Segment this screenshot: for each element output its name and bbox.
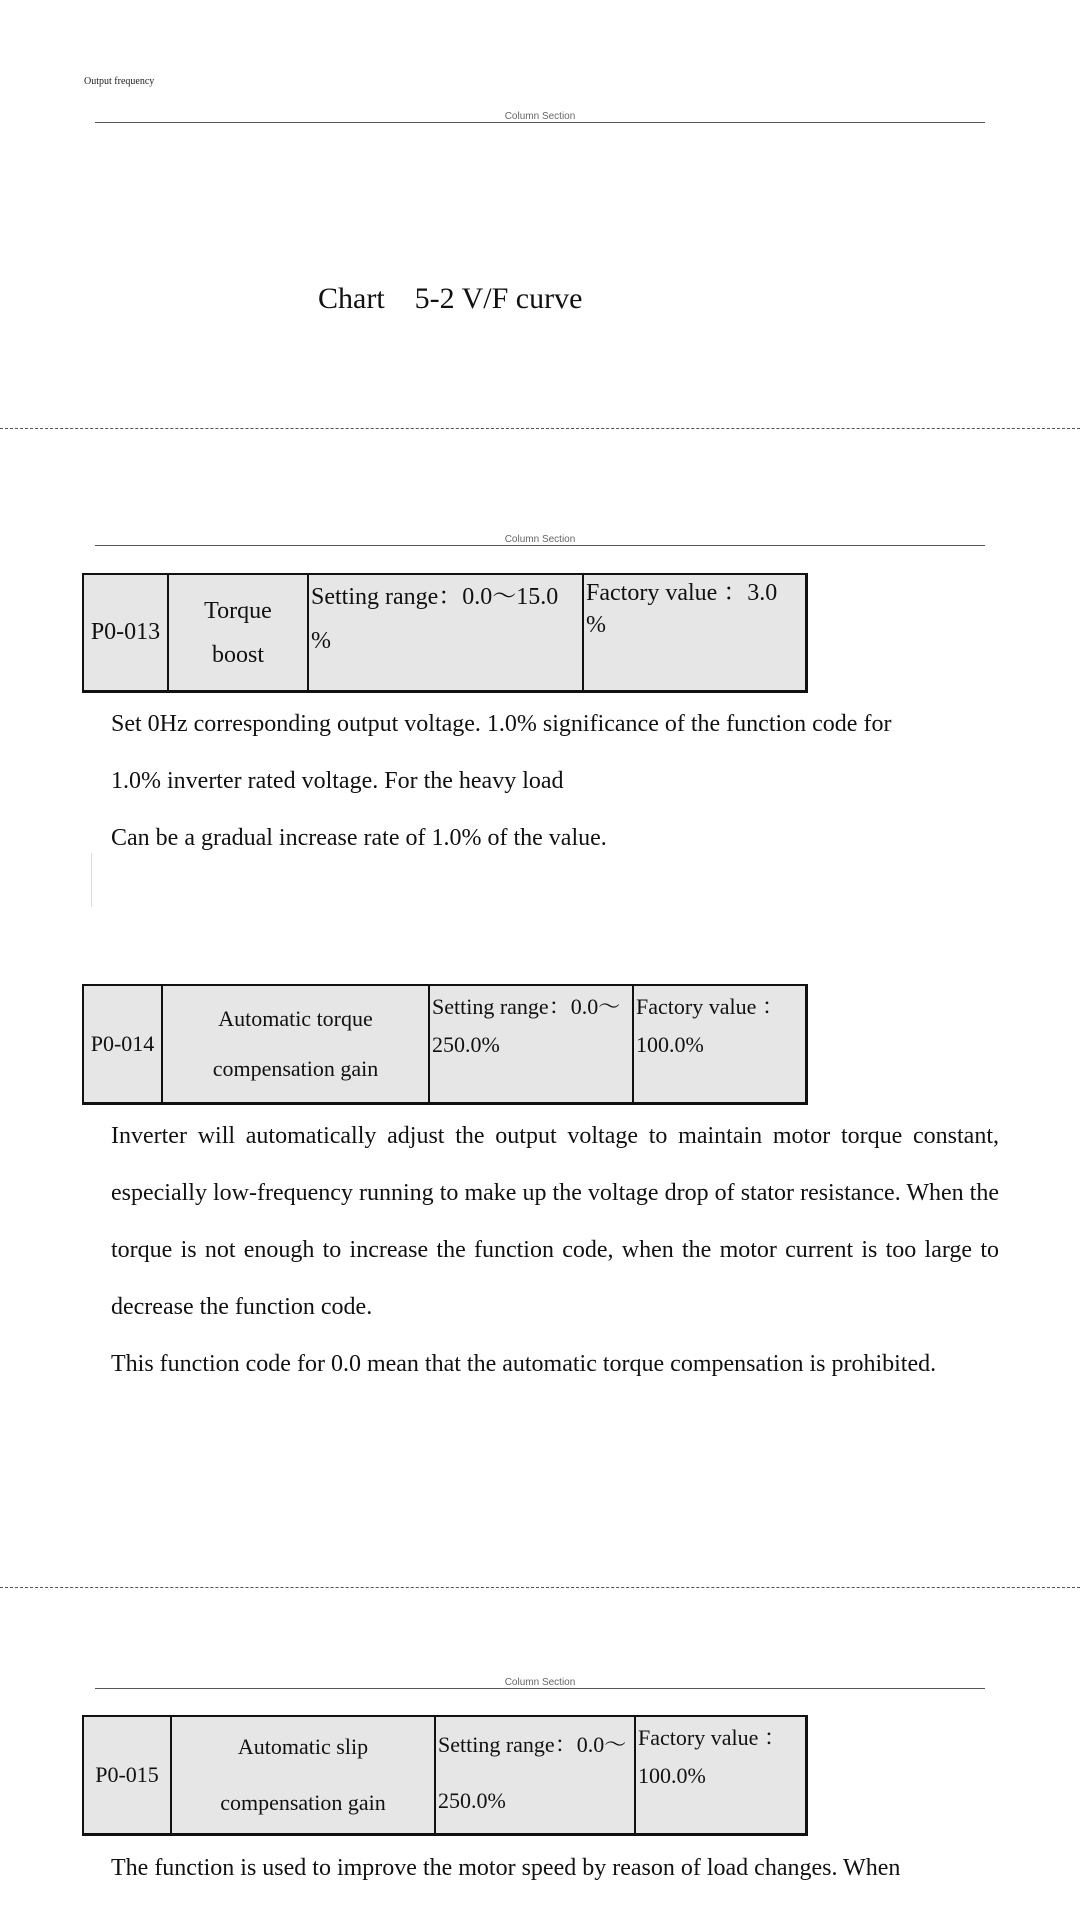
parameter-name-line: Automatic slip	[237, 1734, 369, 1759]
parameter-table-p0-013	[82, 573, 808, 693]
column-section-label: Column Section	[504, 1677, 576, 1688]
column-section-label: Column Section	[504, 534, 576, 545]
parameter-description-p0-014	[111, 1108, 999, 1393]
description-line: Can be a gradual increase rate of 1.0% of the value.	[111, 825, 607, 851]
axis-label-output-frequency: Output frequency	[84, 76, 155, 87]
column-section-divider	[95, 1677, 985, 1689]
parameter-name-line: Torque	[204, 597, 272, 624]
parameter-description-p0-013	[111, 696, 999, 867]
parameter-code: P0-015	[83, 1716, 171, 1835]
parameter-name-line: boost	[211, 641, 264, 668]
figure-caption: Chart 5-2 V/F curve	[318, 282, 583, 315]
description-line: Set 0Hz corresponding output voltage. 1.0% significance of the function code for	[111, 711, 892, 737]
setting-range: Setting range：0.0～ 250.0%	[429, 985, 633, 1104]
description-line: The function is used to improve the motor speed by reason of load changes. When	[111, 1855, 901, 1881]
parameter-name	[168, 574, 308, 692]
parameter-description-p0-015	[111, 1840, 999, 1897]
factory-value: Factory value ： 100.0%	[633, 985, 807, 1104]
parameter-table-p0-014	[82, 984, 808, 1105]
parameter-name-line: compensation gain	[220, 1790, 386, 1815]
parameter-table-p0-015	[82, 1715, 808, 1836]
parameter-code: P0-014	[83, 985, 162, 1104]
parameter-code: P0-013	[83, 574, 168, 692]
parameter-name	[162, 985, 429, 1104]
description-line: 1.0% inverter rated voltage. For the heavy load	[111, 768, 564, 794]
factory-value: Factory value ： 100.0%	[635, 1716, 807, 1835]
page-break	[0, 1587, 1080, 1588]
setting-range: Setting range：0.0～ 250.0%	[435, 1716, 635, 1835]
page-break	[0, 428, 1080, 429]
column-section-label: Column Section	[504, 111, 576, 122]
parameter-name-line: compensation gain	[212, 1056, 379, 1081]
parameter-name-line: Automatic torque	[218, 1006, 373, 1031]
description-paragraph: Inverter will automatically adjust the output voltage to maintain motor torque constant, especially low-frequency running to make up the voltage drop of stator resistance. When the torque is not enough to increase the function code, when the motor current is too large to decrease the function code.	[111, 1123, 999, 1320]
parameter-name	[171, 1716, 435, 1835]
factory-value: Factory value ：3.0 %	[583, 574, 807, 692]
column-section-divider	[95, 534, 985, 546]
margin-marker	[91, 853, 92, 907]
setting-range: Setting range：0.0～15.0 %	[308, 574, 583, 692]
column-section-divider	[95, 111, 985, 123]
description-paragraph: This function code for 0.0 mean that the automatic torque compensation is prohibited.	[111, 1351, 937, 1377]
